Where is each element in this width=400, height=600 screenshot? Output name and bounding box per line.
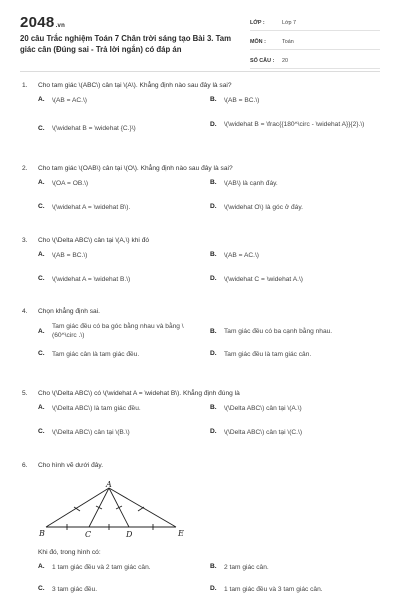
option-letter: D. [210, 350, 217, 357]
option-text: \(\Delta ABC\) cân tại \(B.\) [52, 429, 130, 436]
option-text: \(AB = BC.\) [224, 97, 260, 104]
tick-mark [138, 507, 144, 511]
option-letter: C. [38, 350, 45, 357]
option-text: \(\Delta ABC\) cân tại \(C.\) [224, 429, 303, 436]
question-stem: Cho \(\Delta ABC\) có \(\widehat A = \widehat B\). Khẳng định đúng là [38, 390, 240, 397]
option-a[interactable] [38, 563, 210, 573]
option-c[interactable] [38, 350, 210, 360]
meta-row-class [250, 15, 380, 31]
option-d[interactable] [210, 115, 382, 133]
option-letter: D. [210, 275, 217, 282]
option-text: \(\widehat C = \widehat A.\) [224, 276, 303, 283]
meta-row-count [250, 53, 380, 69]
question-followup: Khi đó, trong hình có: [38, 549, 101, 556]
question-stem: Cho hình vẽ dưới đây. [38, 462, 104, 469]
option-a[interactable] [38, 179, 210, 189]
option-text: \(\Delta ABC\) là tam giác đều. [52, 405, 141, 412]
option-d[interactable] [210, 203, 382, 213]
question-1 [22, 82, 382, 133]
option-text: \(\widehat B = \frac{{180^\circ - \widehat A}}{2}.\) [224, 120, 365, 128]
option-a[interactable] [38, 404, 210, 414]
meta-label: LỚP : [250, 19, 265, 26]
option-letter: B. [210, 563, 217, 570]
label-d: D [126, 530, 133, 539]
option-letter: A. [38, 96, 45, 103]
question-number: 3. [22, 237, 28, 244]
option-text: \(\widehat A = \widehat B\). [52, 204, 131, 211]
option-c[interactable] [38, 123, 210, 133]
option-d[interactable] [210, 585, 382, 595]
option-d[interactable] [210, 275, 382, 285]
option-letter: A. [38, 563, 45, 570]
option-text: \(\widehat B = \widehat {C.}\) [52, 124, 136, 132]
option-b[interactable] [210, 563, 382, 573]
option-text: \(\Delta ABC\) cân tại \(A.\) [224, 405, 302, 412]
logo-suffix: .vn [55, 23, 66, 29]
option-text: 1 tam giác đều và 3 tam giác cân. [224, 586, 323, 593]
option-c[interactable] [38, 585, 210, 595]
label-a: A [106, 480, 112, 489]
option-text: Tam giác đều là tam giác cân. [224, 351, 312, 358]
option-text: 1 tam giác đều và 2 tam giác cân. [52, 564, 151, 571]
option-c[interactable] [38, 428, 210, 438]
option-letter: D. [210, 585, 217, 592]
meta-label: MÔN : [250, 38, 266, 45]
option-text: \(\widehat A = \widehat B.\) [52, 276, 131, 283]
option-letter: D. [210, 203, 217, 210]
question-stem: Cho tam giác \(ABC\) cân tại \(A\). Khẳng định nào sau đây là sai? [38, 82, 232, 89]
header-divider [20, 71, 380, 72]
option-d[interactable] [210, 350, 382, 360]
question-6 [22, 462, 382, 469]
option-c[interactable] [38, 275, 210, 285]
meta-label: SỐ CÂU : [250, 57, 275, 64]
option-letter: C. [38, 275, 45, 282]
option-b[interactable] [210, 322, 382, 340]
option-letter: B. [210, 96, 217, 103]
option-text: 3 tam giác đều. [52, 586, 98, 593]
question-5 [22, 390, 382, 438]
option-text: Tam giác đều có ba góc bằng nhau và bằng \(60^\circ .\) [52, 323, 184, 339]
option-b[interactable] [210, 404, 382, 414]
question-2 [22, 165, 382, 213]
question-number: 5. [22, 390, 28, 397]
label-b: B [39, 529, 45, 538]
question-number: 2. [22, 165, 28, 172]
tick-mark [96, 506, 102, 509]
option-letter: B. [210, 251, 217, 258]
option-text: \(\widehat O\) là góc ở đáy. [224, 204, 303, 211]
meta-value: 20 [282, 57, 288, 64]
question-6-options [22, 563, 382, 595]
option-text: \(AB = AC.\) [224, 252, 259, 259]
option-text: \(AB = BC.\) [52, 252, 88, 259]
question-stem: Cho \(\Delta ABC\) cân tại \(A,\) khi đó [38, 237, 150, 244]
option-text: \(OA = OB.\) [52, 180, 89, 187]
label-c: C [85, 530, 92, 539]
option-text: 2 tam giác cân. [224, 564, 269, 571]
question-3 [22, 237, 382, 285]
option-letter: A. [38, 179, 45, 186]
option-text: \(AB = AC.\) [52, 97, 87, 104]
site-logo[interactable] [20, 14, 65, 31]
question-number: 4. [22, 308, 28, 315]
option-letter: B. [210, 327, 217, 335]
option-letter: D. [210, 428, 217, 435]
option-letter: C. [38, 428, 45, 435]
option-letter: C. [38, 585, 45, 592]
triangle-figure [36, 480, 186, 542]
option-letter: B. [210, 404, 217, 411]
option-letter: B. [210, 179, 217, 186]
document-meta [250, 15, 380, 72]
option-b[interactable] [210, 96, 382, 106]
option-letter: D. [210, 120, 217, 128]
option-letter: C. [38, 124, 45, 132]
question-number: 6. [22, 462, 28, 469]
option-letter: A. [38, 404, 45, 411]
question-stem: Chọn khẳng định sai. [38, 308, 100, 315]
option-b[interactable] [210, 179, 382, 189]
meta-value: Lớp 7 [282, 19, 297, 26]
option-text: Tam giác cân là tam giác đều. [52, 351, 140, 358]
meta-value: Toán [282, 38, 294, 45]
option-letter: C. [38, 203, 45, 210]
option-a[interactable] [38, 96, 210, 106]
meta-row-subject [250, 34, 380, 50]
question-stem: Cho tam giác \(OAB\) cân tại \(O\). Khẳng định nào sau đây là sai? [38, 165, 233, 172]
label-e: E [178, 529, 184, 538]
tick-mark [116, 506, 122, 509]
option-a[interactable] [38, 322, 210, 340]
option-d[interactable] [210, 428, 382, 438]
document-title: 20 câu Trắc nghiệm Toán 7 Chân trời sáng tạo Bài 3. Tam giác cân (Đúng sai - Trả lời ngắn) có đáp án [20, 34, 232, 54]
option-text: \(AB\) là cạnh đáy. [224, 180, 278, 187]
question-number: 1. [22, 82, 28, 89]
logo-text: 2048 [20, 14, 55, 31]
option-b[interactable] [210, 251, 382, 261]
option-a[interactable] [38, 251, 210, 261]
option-c[interactable] [38, 203, 210, 213]
option-letter: A. [38, 251, 45, 258]
question-4 [22, 308, 382, 360]
option-letter: A. [38, 327, 45, 335]
option-text: Tam giác đều có ba cạnh bằng nhau. [224, 327, 333, 335]
